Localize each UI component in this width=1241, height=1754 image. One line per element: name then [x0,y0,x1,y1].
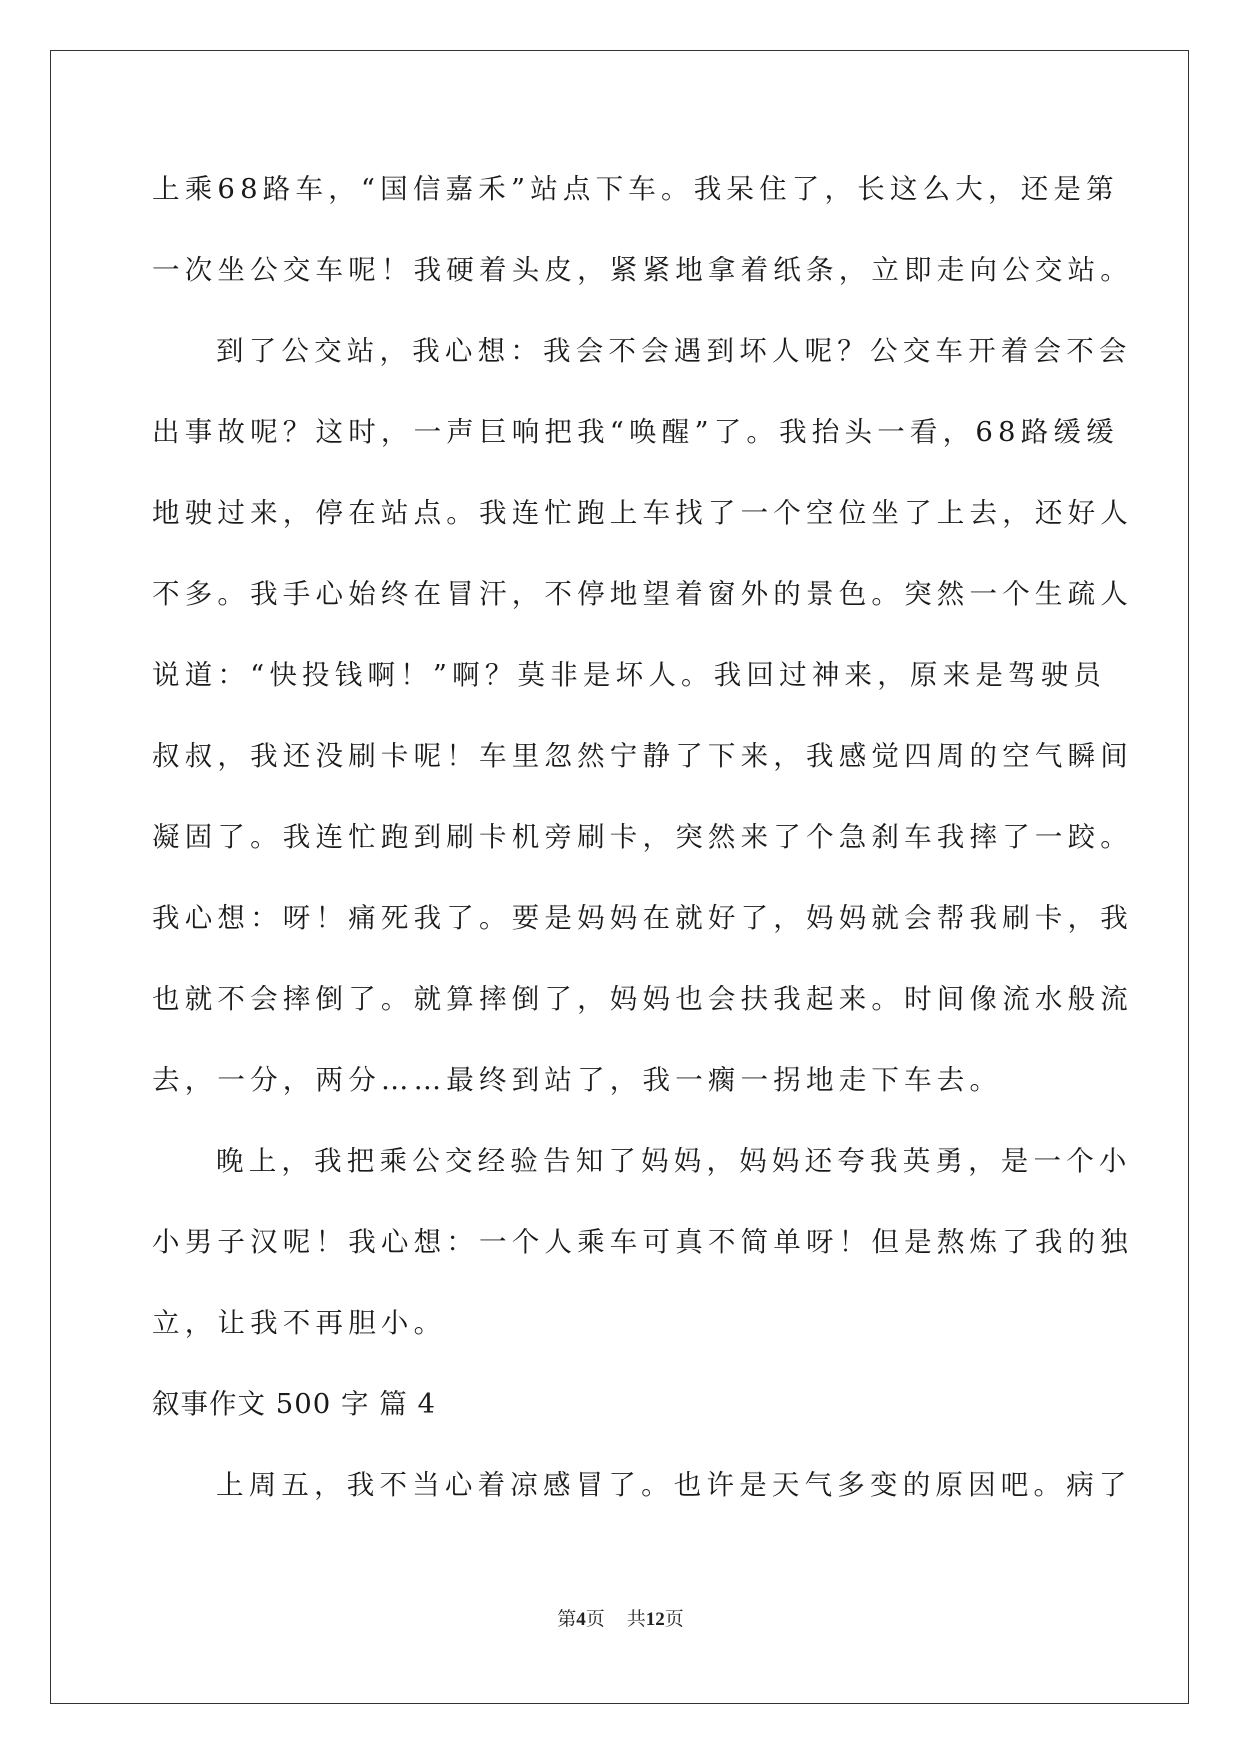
text-line: 小男子汉呢！我心想：一个人乘车可真不简单呀！但是熬炼了我的独 [152,1226,1133,1258]
text-line: 不多。我手心始终在冒汗，不停地望着窗外的景色。突然一个生疏人 [152,578,1133,610]
total-suffix: 页 [664,1608,684,1630]
paragraph-start-line: 到了公交站，我心想：我会不会遇到坏人呢？公交车开着会不会 [216,335,1132,367]
text-line: 我心想：呀！痛死我了。要是妈妈在就好了，妈妈就会帮我刷卡，我 [152,902,1133,934]
text-line: 去，一分，两分……最终到站了，我一瘸一拐地走下车去。 [152,1064,1003,1096]
text-line: 地驶过来，停在站点。我连忙跑上车找了一个空位坐了上去，还好人 [152,497,1133,529]
total-prefix: 共 [626,1608,646,1630]
page-suffix: 页 [585,1608,605,1630]
text-line: 上乘68路车，“国信嘉禾”站点下车。我呆住了，长这么大，还是第 [152,173,1119,205]
text-line: 也就不会摔倒了。就算摔倒了，妈妈也会扶我起来。时间像流水般流 [152,983,1133,1015]
text-line: 一次坐公交车呢！我硬着头皮，紧紧地拿着纸条，立即走向公交站。 [152,254,1133,286]
text-line: 凝固了。我连忙跑到刷卡机旁刷卡，突然来了个急刹车我摔了一跤。 [152,821,1133,853]
text-line: 出事故呢？这时，一声巨响把我“唤醒”了。我抬头一看，68路缓缓 [152,416,1119,448]
paragraph-start-line: 晚上，我把乘公交经验告知了妈妈，妈妈还夸我英勇，是一个小 [216,1145,1132,1177]
text-line: 立，让我不再胆小。 [152,1307,447,1339]
document-body [152,162,1133,1539]
page-prefix: 第 [557,1608,577,1630]
section-heading: 叙事作文 500 字 篇 4 [152,1388,436,1420]
text-line: 叔叔，我还没刷卡呢！车里忽然宁静了下来，我感觉四周的空气瞬间 [152,740,1133,772]
paragraph-start-line: 上周五，我不当心着凉感冒了。也许是天气多变的原因吧。病了 [216,1469,1132,1501]
page-total: 12 [645,1609,665,1630]
page-current: 4 [576,1609,586,1630]
text-line: 说道：“快投钱啊！”啊？莫非是坏人。我回过神来，原来是驾驶员 [152,659,1107,691]
page-footer [0,1604,1241,1631]
